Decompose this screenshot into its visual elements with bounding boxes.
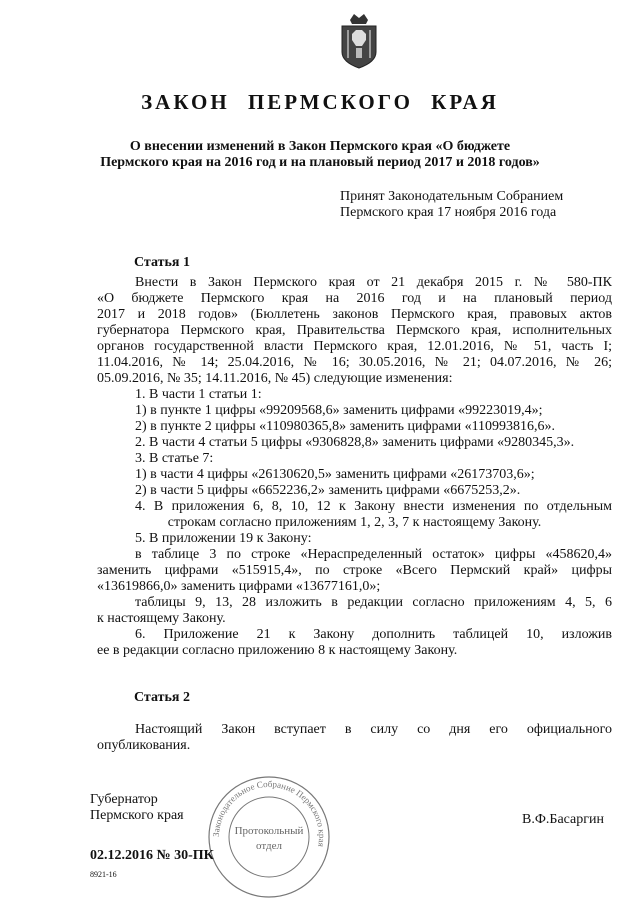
amendment-item: 1) в части 4 цифры «26130620,5» заменить цифрами «26173703,6»; <box>135 467 535 482</box>
official-stamp <box>204 772 334 902</box>
amendment-item: 2) в пункте 2 цифры «110980365,8» заменить цифрами «110993816,6». <box>135 419 556 434</box>
governor-title-line: Губернатор <box>90 792 158 807</box>
law-date-number: 02.12.2016 № 30-ПК <box>90 848 214 863</box>
article-1-heading: Статья 1 <box>134 255 190 270</box>
amendment-item: 4. В приложения 6, 8, 10, 12 к Закону внести изменения по отдельным <box>135 499 612 514</box>
amendment-item: 5. В приложении 19 к Закону: <box>135 531 312 546</box>
subtitle-line: Пермского края на 2016 год и на плановый период 2017 и 2018 годов» <box>100 155 540 170</box>
adoption-line: Пермского края 17 ноября 2016 года <box>340 205 557 220</box>
amendment-item: 2. В части 4 статьи 5 цифры «9306828,8» заменить цифрами «9280345,3». <box>135 435 575 450</box>
amendment-item: в таблице 3 по строке «Нераспределенный остаток» цифры «458620,4» <box>135 547 612 562</box>
governor-name: В.Ф.Басаргин <box>522 812 604 827</box>
stamp-center-line: Протокольный <box>234 825 304 837</box>
adoption-line: Принят Законодательным Собранием <box>340 189 564 204</box>
paragraph-line: органов государственной власти Пермского края, 12.01.2016, № 51, часть I; <box>97 339 612 354</box>
amendment-item: 1) в пункте 1 цифры «99209568,6» заменить цифрами «99223019,4»; <box>135 403 543 418</box>
paragraph-line: опубликования. <box>97 738 191 753</box>
paragraph-line: 11.04.2016, № 14; 25.04.2016, № 16; 30.05.2016, № 21; 04.07.2016, № 26; <box>97 355 612 370</box>
paragraph-line: Внести в Закон Пермского края от 21 декабря 2015 г. № 580-ПК <box>135 275 612 290</box>
law-subtitle <box>100 139 540 171</box>
governor-title <box>90 792 184 824</box>
law-title: ЗАКОН ПЕРМСКОГО КРАЯ <box>141 90 499 114</box>
amendment-item: 1. В части 1 статьи 1: <box>135 387 262 402</box>
coat-of-arms-emblem <box>336 10 382 70</box>
adoption-note <box>340 189 563 221</box>
paragraph-line: губернатора Пермского края, Правительства Пермского края, исполнительных <box>97 323 612 338</box>
paragraph-line: 2017 и 2018 годов» (Бюллетень законов Пермского края, правовых актов <box>97 307 612 322</box>
paragraph-line: «О бюджете Пермского края на 2016 год и на плановый период <box>97 291 612 306</box>
stamp-center-line: отдел <box>256 840 282 852</box>
governor-title-line: Пермского края <box>90 808 184 823</box>
amendment-item: 2) в части 5 цифры «6652236,2» заменить цифрами «6675253,2». <box>135 483 521 498</box>
amendment-item: «13619866,0» заменить цифрами «13677161,0»; <box>97 579 381 594</box>
subtitle-line: О внесении изменений в Закон Пермского края «О бюджете <box>129 139 511 154</box>
amendment-item: к настоящему Закону. <box>97 611 226 626</box>
amendment-item: заменить цифрами «515915,4», по строке «Всего Пермский край» цифры <box>97 563 612 578</box>
paragraph-line: 05.09.2016, № 35; 14.11.2016, № 45) следующие изменения: <box>97 371 453 386</box>
article-2-heading: Статья 2 <box>134 690 190 705</box>
amendment-item-cont: строкам согласно приложениям 1, 2, 3, 7 к настоящему Закону. <box>167 515 542 530</box>
amendment-item: 3. В статье 7: <box>135 451 214 466</box>
article-2-body <box>97 722 612 754</box>
stamp-ring-text: Законодательное Собрание Пермского края <box>210 778 328 848</box>
amendment-item: ее в редакции согласно приложению 8 к настоящему Закону. <box>97 643 458 658</box>
article-1-body <box>97 275 612 659</box>
paragraph-line: Настоящий Закон вступает в силу со дня его официального <box>135 722 612 737</box>
document-code: 8921-16 <box>90 870 117 879</box>
amendment-item: 6. Приложение 21 к Закону дополнить таблицей 10, изложив <box>135 627 612 642</box>
amendment-item: таблицы 9, 13, 28 изложить в редакции согласно приложениям 4, 5, 6 <box>135 595 612 610</box>
